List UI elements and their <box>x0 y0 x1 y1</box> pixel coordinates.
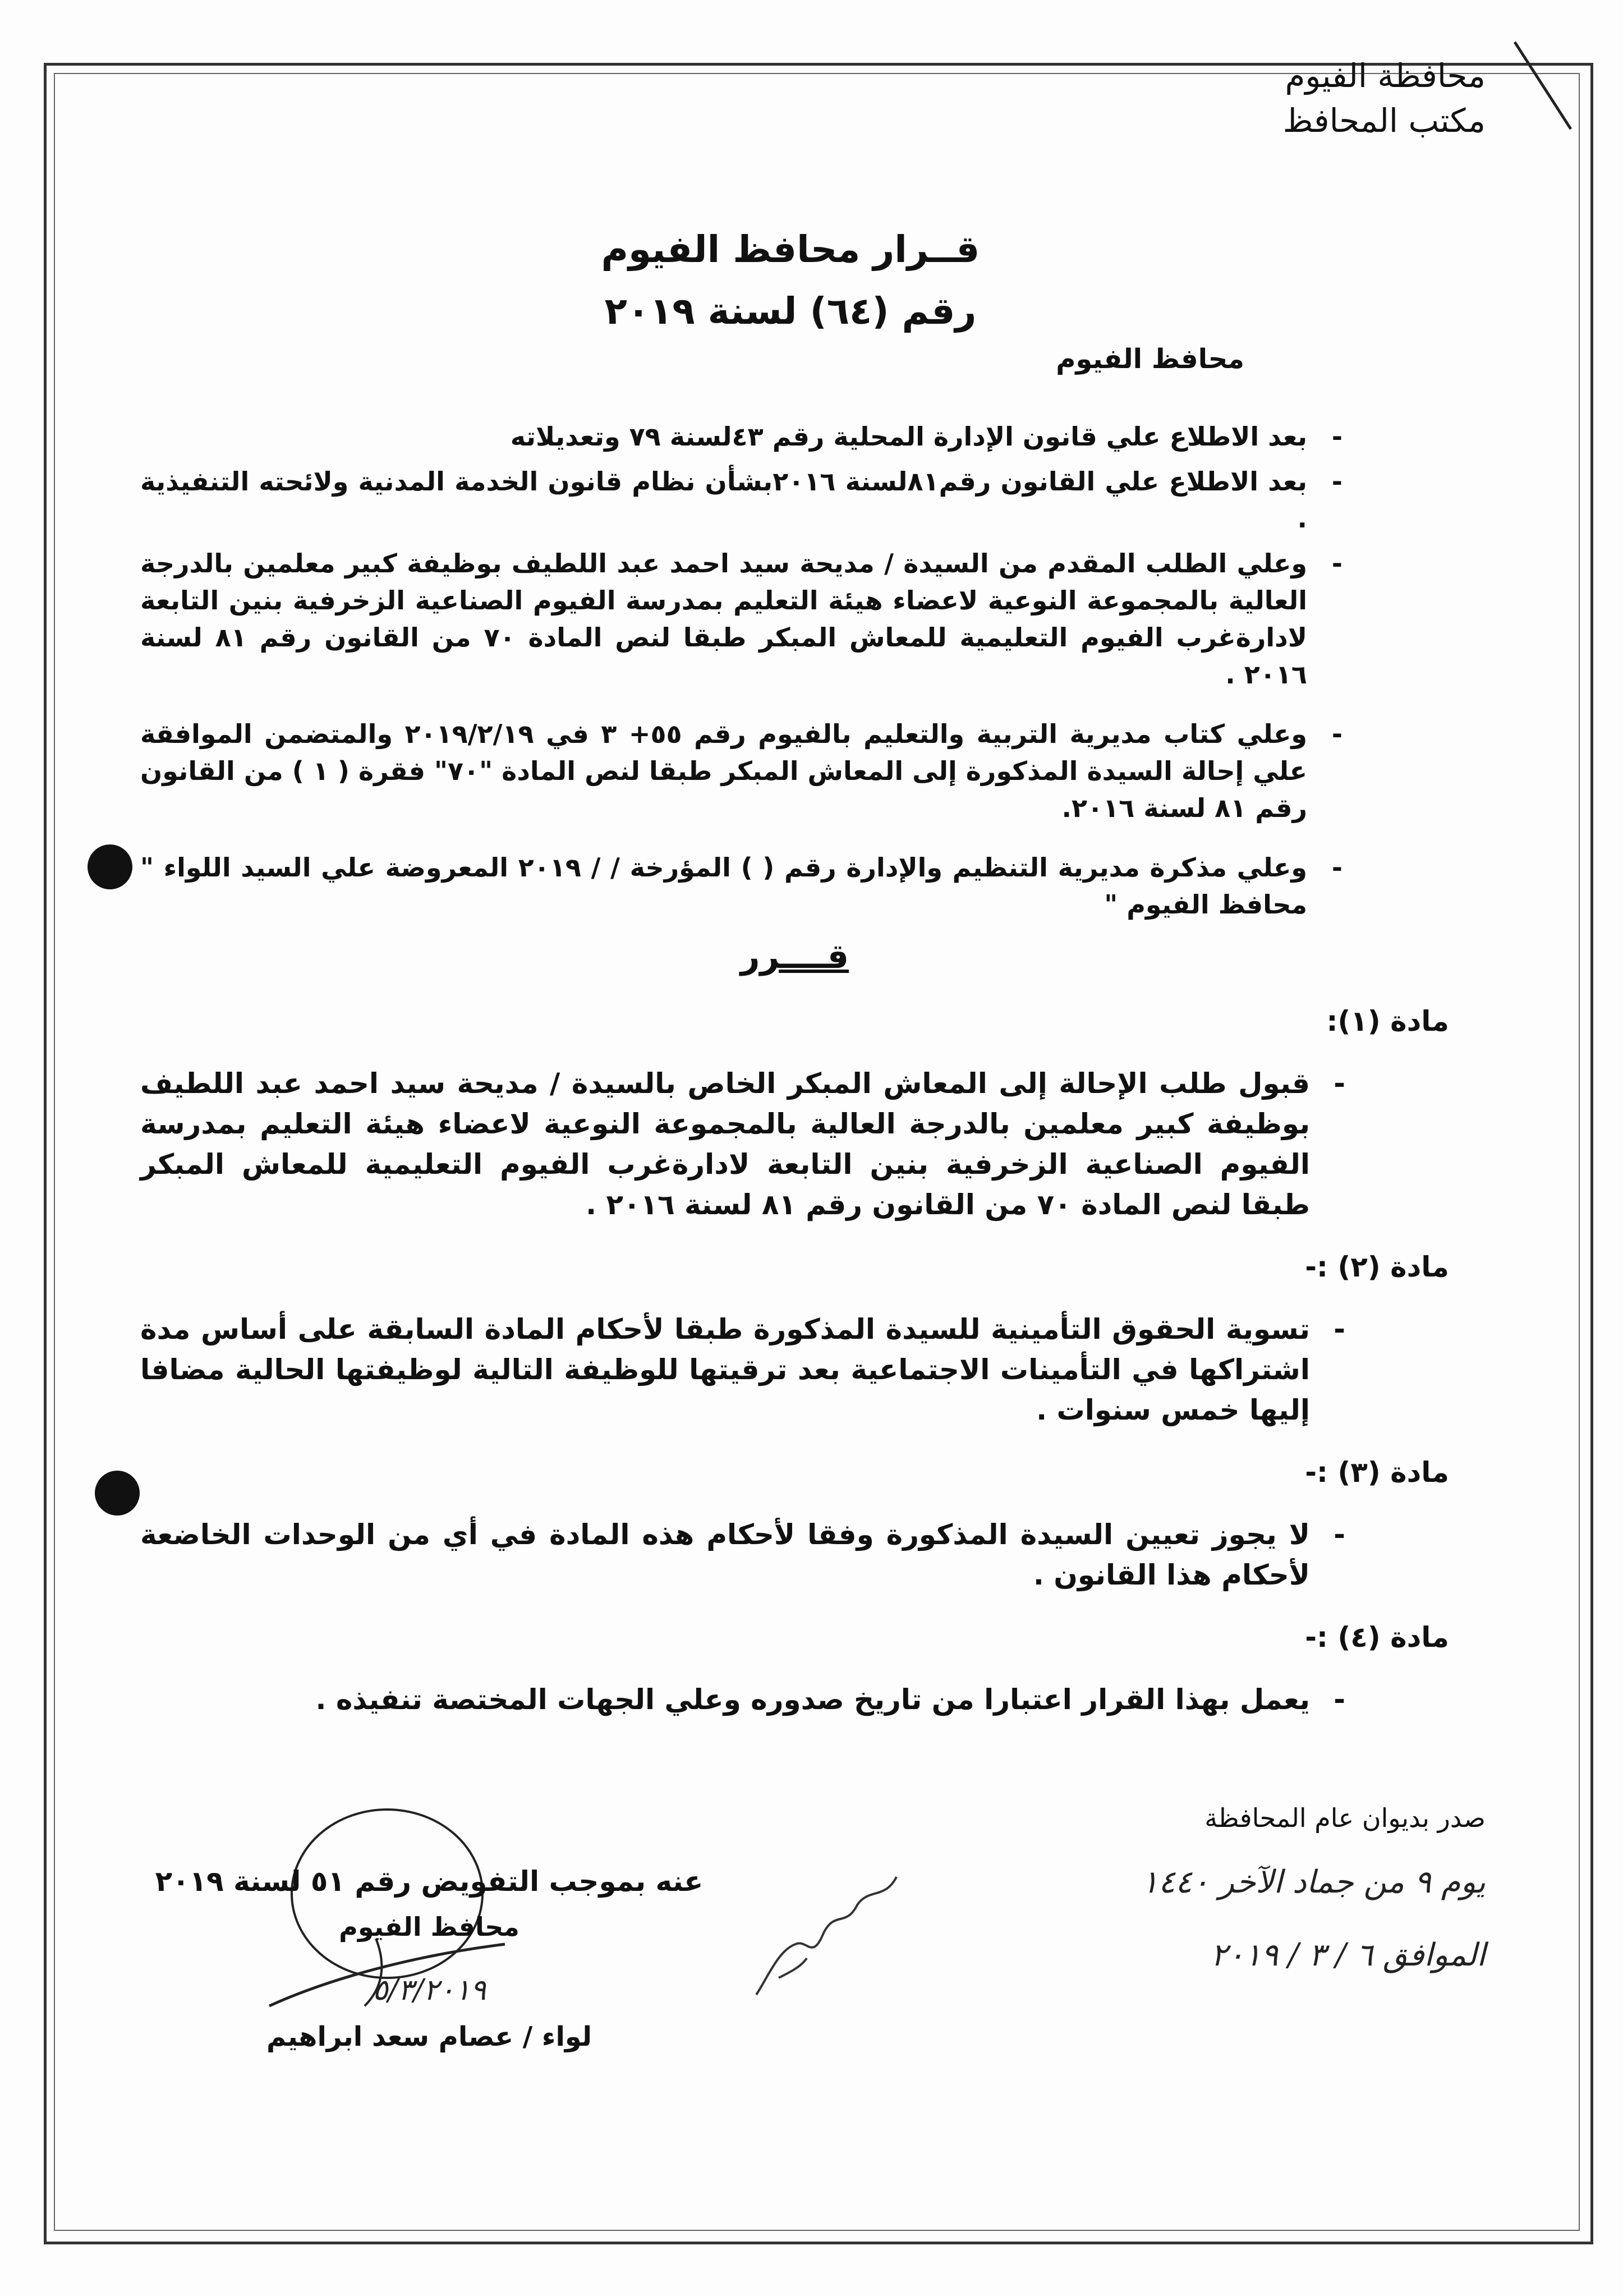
decree-body <box>140 418 1486 2056</box>
preamble-item <box>140 849 1342 923</box>
issuance-block <box>925 1798 1486 2056</box>
bullet-dash: - <box>1334 1518 1345 1551</box>
article-1-text: قبول طلب الإحالة إلى المعاش المبكر الخاص بالسيدة / مديحة سيد احمد عبد اللطيف بوظيفة كبير معلمين بالدرجة العالية بالمجموعة النوعية لاعضاء هيئة التعليم بمدرسة الفيوم الصناعية الزخرفية بنين التابعة لادارةغرب الفيوم التعليمية للمعاش المبكر طبقا لنص المادة ٧٠ من القانون رقم ٨١ لسنة ٢٠١٦ . <box>140 1067 1310 1221</box>
punch-hole <box>88 844 132 889</box>
closing-section <box>140 1798 1486 2056</box>
preamble-item <box>140 545 1342 693</box>
decision-heading: قــــرر <box>740 937 849 976</box>
article-4-text: يعمل بهذا القرار اعتبارا من تاريخ صدوره وعلي الجهات المختصة تنفيذه . <box>315 1683 1310 1716</box>
article-2-text: تسوية الحقوق التأمينية للسيدة المذكورة طبقا لأحكام المادة السابقة على أساس مدة اشتراكها في التأمينات الاجتماعية بعد ترقيتها للوظيفة التالية لوظيفتها الحالية مضافا إليها خمس سنوات . <box>140 1313 1310 1426</box>
gregorian-date: الموافق ٦ / ٣ / ٢٠١٩ <box>1210 1937 1486 1973</box>
bullet-dash: - <box>1331 548 1342 578</box>
signatory-name: لواء / عصام سعد ابراهيم <box>266 2021 592 2052</box>
article-1 <box>140 1063 1345 1225</box>
bullet-dash: - <box>1331 719 1342 749</box>
article-3-label: مادة (٣) :- <box>1305 1456 1449 1489</box>
article-1-label: مادة (١): <box>1326 1005 1449 1037</box>
bullet-dash: - <box>1334 1683 1345 1716</box>
article-2 <box>140 1309 1345 1430</box>
hijri-date: يوم ٩ من جماد الآخر ١٤٤٠ <box>1141 1864 1486 1900</box>
signatory-role: محافظ الفيوم <box>339 1912 519 1942</box>
preamble-text: بعد الاطلاع علي القانون رقم٨١لسنة ٢٠١٦بشأن نظام قانون الخدمة المدنية ولائحته التنفيذية . <box>140 466 1307 534</box>
preamble-text: وعلي الطلب المقدم من السيدة / مديحة سيد احمد عبد اللطيف بوظيفة كبير معلمين بالدرجة العالية بالمجموعة النوعية لاعضاء هيئة التعليم بمدرسة الفيوم الصناعية الزخرفية بنين التابعة لادارةغرب الفيوم التعليمية للمعاش المبكر طبقا لنص المادة ٧٠ من القانون رقم ٨١ لسنة ٢٠١٦ . <box>140 548 1307 690</box>
corner-mark <box>1504 39 1582 135</box>
bullet-dash: - <box>1331 466 1342 497</box>
decree-title: قــرار محافظ الفيوم <box>601 228 980 271</box>
bullet-dash: - <box>1334 1067 1345 1100</box>
preamble-text: وعلي مذكرة مديرية التنظيم والإدارة رقم ( ) المؤرخة / / ٢٠١٩ المعروضة علي السيد اللواء " محافظ الفيوم " <box>140 852 1307 920</box>
signature-block <box>107 1798 752 2056</box>
header-governorate: محافظة الفيوم <box>1285 57 1486 95</box>
issued-at: صدر بديوان عام المحافظة <box>1204 1803 1486 1833</box>
preamble-text: وعلي كتاب مديرية التربية والتعليم بالفيوم رقم ٥٥+ ٣ في ٢٠١٩/٢/١٩ والمتضمن الموافقة علي إحالة السيدة المذكورة إلى المعاش المبكر طبقا لنص المادة "٧٠" فقرة ( ١ ) من القانون رقم ٨١ لسنة ٢٠١٦. <box>140 719 1308 823</box>
header-office: مكتب المحافظ <box>1282 102 1486 140</box>
article-2-label: مادة (٢) :- <box>1305 1251 1449 1283</box>
bullet-dash: - <box>1334 1313 1345 1346</box>
preamble-item <box>140 418 1342 455</box>
article-4 <box>140 1679 1345 1720</box>
delegation-line: عنه بموجب التفويض رقم ٥١ لسنة ٢٠١٩ <box>155 1865 704 1898</box>
preamble-item <box>140 715 1342 826</box>
bullet-dash: - <box>1331 852 1342 883</box>
article-3-text: لا يجوز تعيين السيدة المذكورة وفقا لأحكام هذه المادة في أي من الوحدات الخاضعة لأحكام هذا القانون . <box>140 1518 1310 1591</box>
preamble-item <box>140 463 1342 537</box>
article-3 <box>140 1514 1345 1595</box>
punch-hole <box>95 1471 140 1516</box>
decree-number: رقم (٦٤) لسنة ٢٠١٩ <box>604 290 977 333</box>
preamble-text: بعد الاطلاع علي قانون الإدارة المحلية رقم ٤٣لسنة ٧٩ وتعديلاته <box>510 421 1307 452</box>
issuer-label: محافظ الفيوم <box>1056 343 1244 375</box>
handwritten-initials-signature <box>745 1866 913 2012</box>
signature-date: ٥/٣/٢٠١٩ <box>372 1973 486 2007</box>
bullet-dash: - <box>1331 421 1342 452</box>
article-4-label: مادة (٤) :- <box>1305 1621 1449 1654</box>
